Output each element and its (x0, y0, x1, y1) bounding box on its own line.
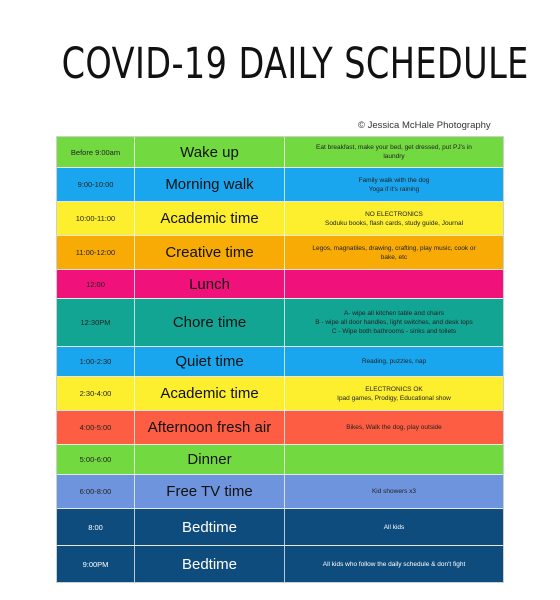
schedule-time: 4:00-5:00 (57, 411, 135, 444)
schedule-details-line: B - wipe all door handles, light switches, and desk tops (315, 319, 473, 326)
schedule-activity: Academic time (135, 202, 285, 235)
schedule-time: 8:00 (57, 509, 135, 545)
schedule-time: 5:00-6:00 (57, 445, 135, 474)
schedule-activity: Afternoon fresh air (135, 411, 285, 444)
schedule-details (285, 137, 503, 167)
schedule-details-line: Family walk with the dog (358, 176, 430, 184)
schedule-details-line: laundry (383, 153, 405, 160)
schedule-details (285, 299, 503, 346)
schedule-details (285, 236, 503, 269)
page-title: COVID-19 DAILY SCHEDULE (61, 39, 529, 89)
schedule-row (57, 137, 503, 167)
schedule-activity: Bedtime (135, 546, 285, 582)
schedule-time: 9:00-10:00 (57, 168, 135, 201)
schedule-activity: Creative time (135, 236, 285, 269)
schedule-details-line: All kids who follow the daily schedule & don't fight (322, 560, 466, 568)
schedule-details (285, 445, 503, 474)
schedule-details (285, 509, 503, 545)
schedule-activity: Wake up (135, 137, 285, 167)
schedule-row (57, 235, 503, 269)
schedule-row (57, 346, 503, 376)
schedule-details-line: A- wipe all kitchen table and chairs (343, 310, 445, 317)
schedule-details-line: Reading, puzzles, nap (361, 358, 427, 365)
schedule-details (285, 475, 503, 508)
schedule-row (57, 298, 503, 346)
schedule-activity: Academic time (135, 377, 285, 410)
schedule-details-line: Yoga if it's raining (368, 185, 420, 193)
schedule-details (285, 411, 503, 444)
schedule-activity: Lunch (135, 270, 285, 298)
schedule-row (57, 376, 503, 410)
schedule-activity: Free TV time (135, 475, 285, 508)
schedule-row (57, 508, 503, 545)
schedule-details-line: Legos, magnatiles, drawing, crafting, play music, cook or (312, 244, 476, 252)
schedule-time: 12:30PM (57, 299, 135, 346)
schedule-time: 1:00-2:30 (57, 347, 135, 376)
schedule-activity: Bedtime (135, 509, 285, 545)
schedule-details (285, 347, 503, 376)
schedule-time: 9:00PM (57, 546, 135, 582)
schedule-table (56, 136, 504, 583)
schedule-details (285, 168, 503, 201)
schedule-details-line: Ipad games, Prodigy, Educational show (337, 394, 451, 402)
schedule-details (285, 546, 503, 582)
schedule-row (57, 167, 503, 201)
schedule-details-line: Kid showers x3 (371, 488, 417, 495)
schedule-activity: Morning walk (135, 168, 285, 201)
schedule-details (285, 202, 503, 235)
schedule-details-line: ELECTRONICS OK (365, 385, 423, 393)
schedule-row (57, 269, 503, 298)
schedule-details-line: All kids (383, 523, 405, 531)
schedule-details (285, 377, 503, 410)
schedule-row (57, 474, 503, 508)
schedule-activity: Dinner (135, 445, 285, 474)
schedule-details-line: C - Wipe both bathrooms - sinks and toilets (331, 328, 457, 335)
schedule-details-line: bake, etc (380, 253, 408, 261)
schedule-time: 6:00-8:00 (57, 475, 135, 508)
schedule-activity: Chore time (135, 299, 285, 346)
schedule-time: 11:00-12:00 (57, 236, 135, 269)
photo-credit: © Jessica McHale Photography (358, 120, 491, 131)
schedule-details-line: NO ELECTRONICS (365, 210, 423, 218)
schedule-row (57, 201, 503, 235)
schedule-time: 2:30-4:00 (57, 377, 135, 410)
schedule-details-line: Soduku books, flash cards, study guide, Journal (324, 219, 464, 227)
schedule-time: Before 9:00am (57, 137, 135, 167)
schedule-details (285, 270, 503, 298)
schedule-details-line: Bikes, Walk the dog, play outside (346, 424, 442, 431)
schedule-row (57, 545, 503, 582)
schedule-row (57, 410, 503, 444)
schedule-time: 10:00-11:00 (57, 202, 135, 235)
schedule-activity: Quiet time (135, 347, 285, 376)
schedule-details-line: Eat breakfast, make your bed, get dressed, put PJ's in (316, 144, 472, 151)
schedule-row (57, 444, 503, 474)
schedule-time: 12:00 (57, 270, 135, 298)
